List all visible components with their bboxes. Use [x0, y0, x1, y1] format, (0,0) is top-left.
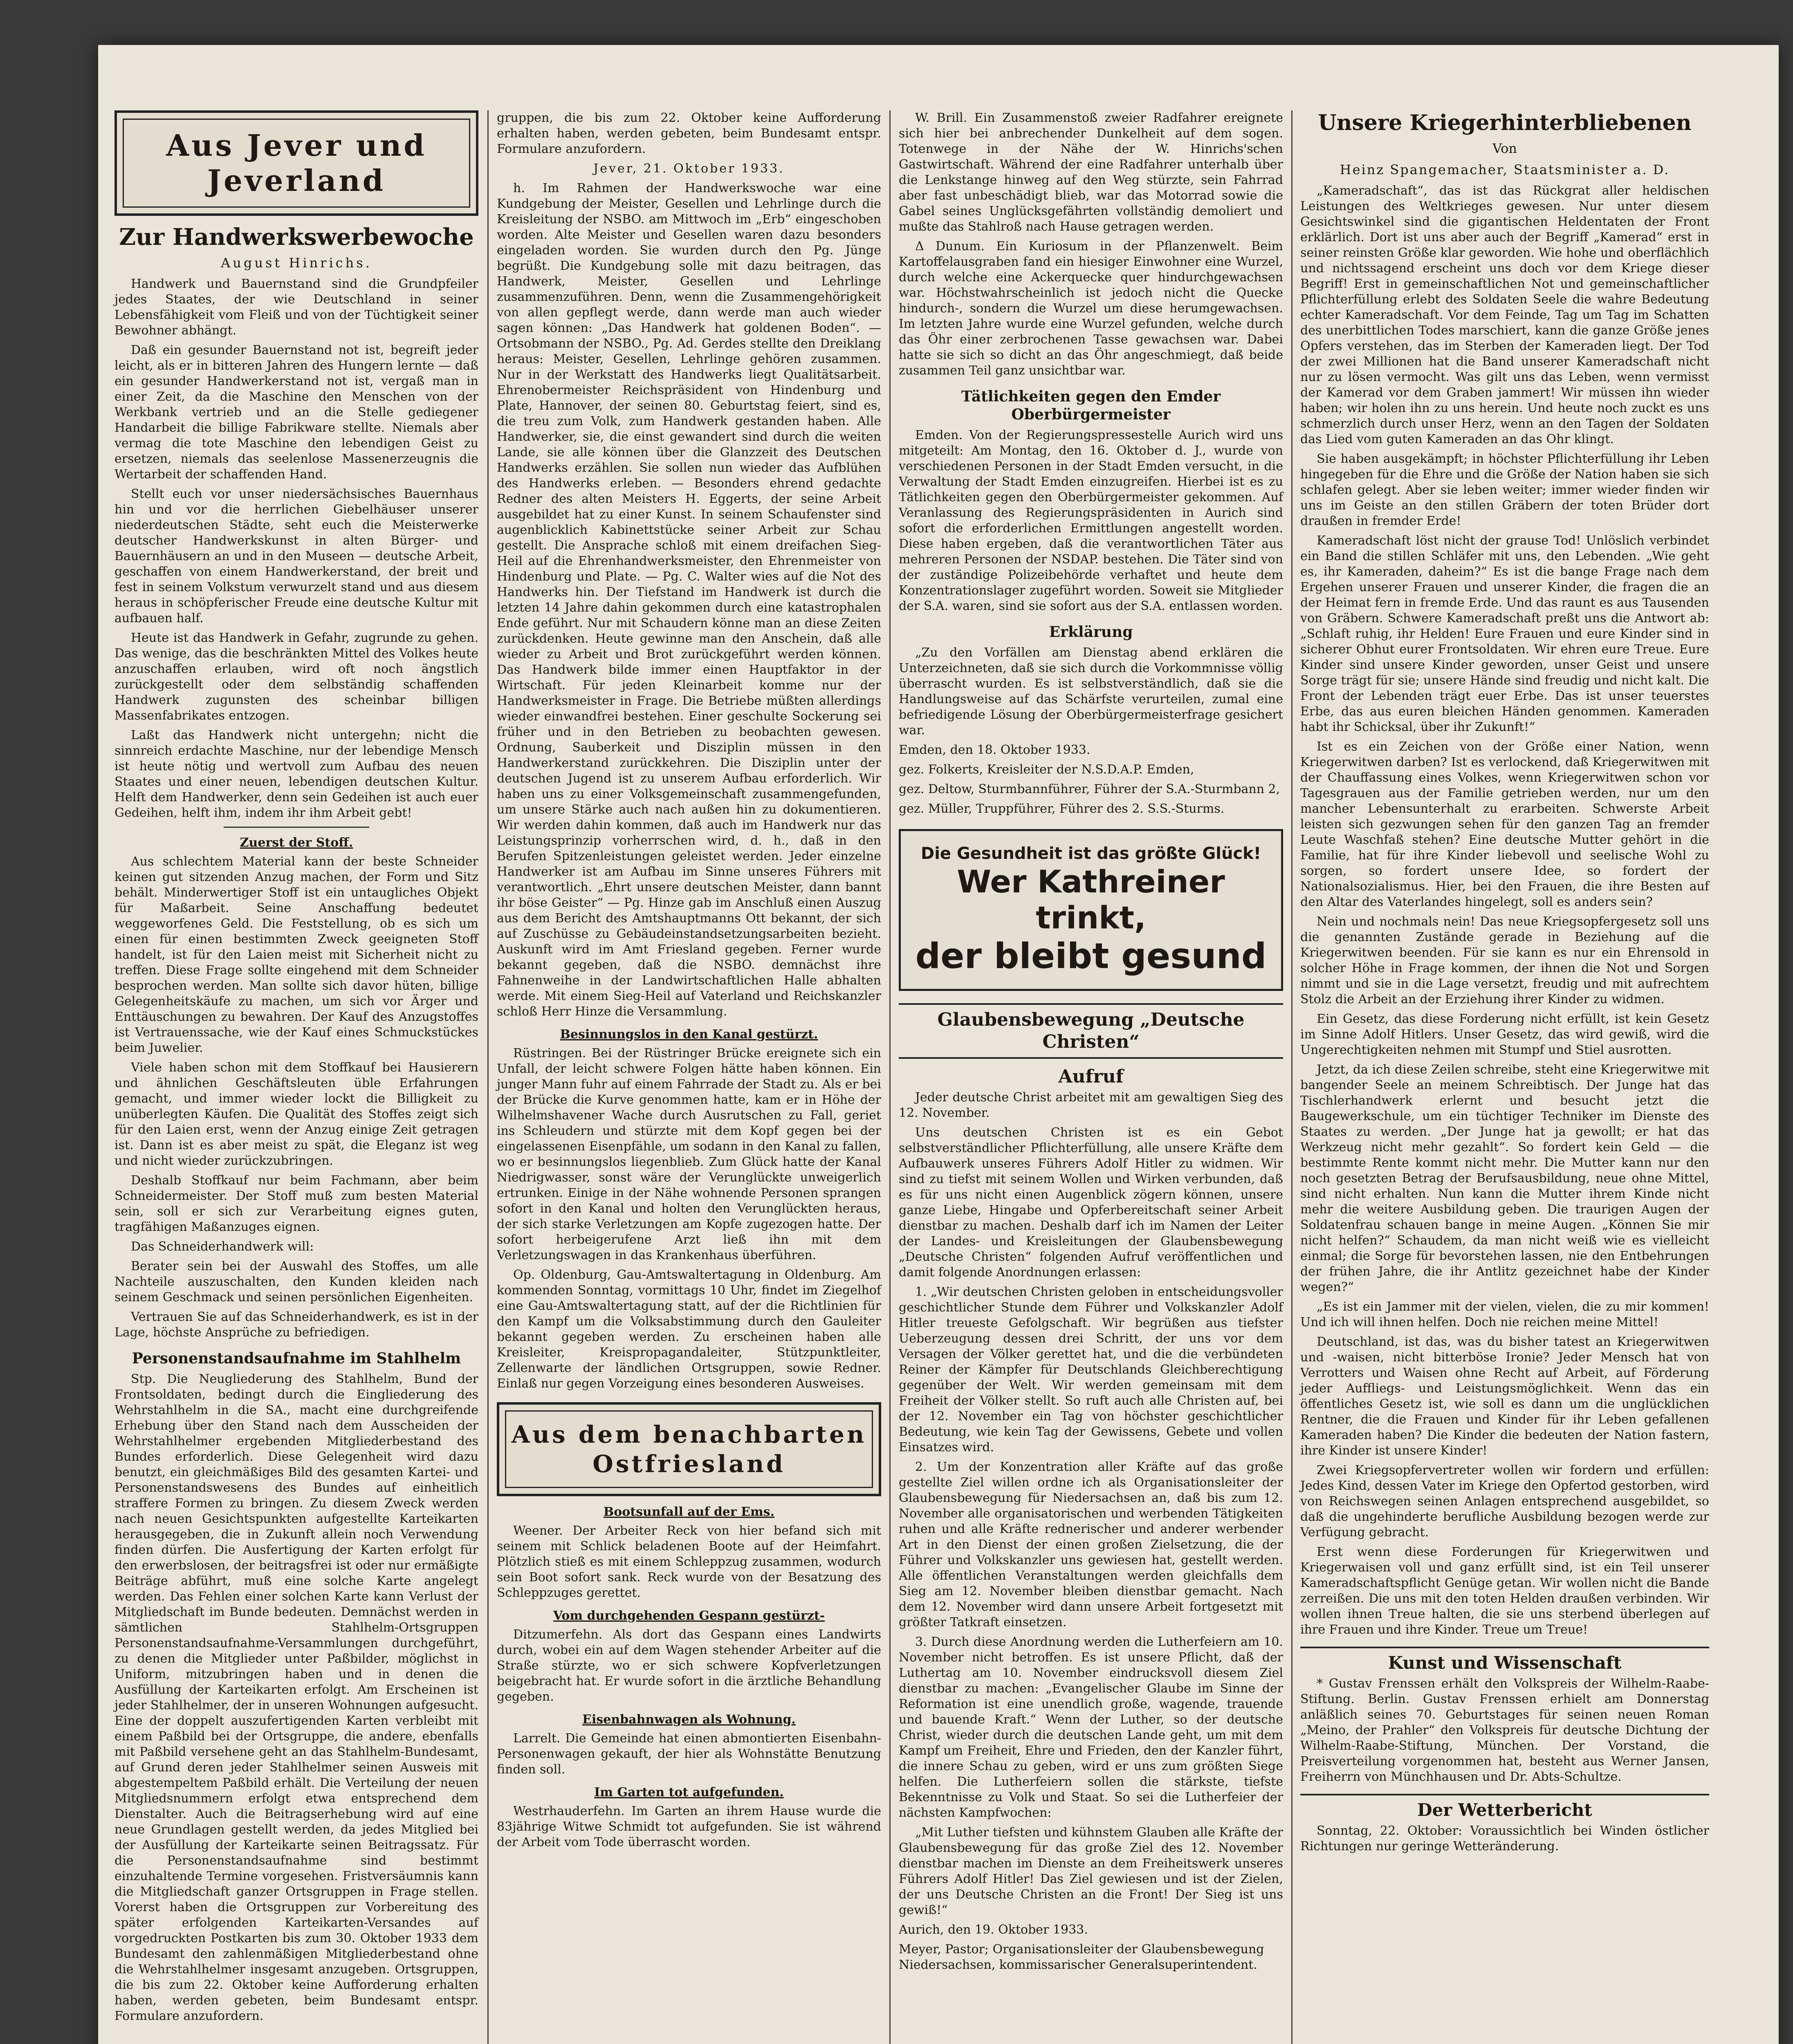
- paragraph: Rüstringen. Bei der Rüstringer Brücke ereignete sich ein Unfall, der leicht schwere Folgen hätte haben können. Ein junger Mann fuhr auf einem Fahrrade der Stadt zu. Als er bei der Brücke die Kurve genommen hatte, kam er in Höhe der Wilhelmshavener Wache durch Ausrutschen zu Fall, geriet ins Schleudern und stürzte mit dem Kopf gegen bei der eingelassenen Eisenpfähle, um sodann in den Kanal zu fallen, wo er besinnungslos liegenblieb. Zum Glück hatte der Kanal Niedrigwasser, sonst wäre der Verunglückte unweigerlich ertrunken. Einige in der Nähe wohnende Personen sprangen sofort in den Kanal und holten den Verunglückten heraus, der sich starke Verletzungen am Kopfe zugezogen hatte. Der sofort herbeigerufene Arzt ließ ihn mit dem Verletzungswagen in das Krankenhaus überführen.: [497, 1046, 881, 1262]
- article-headline: Personenstandsaufnahme im Stahlhelm: [132, 1350, 461, 1367]
- byline: Heinz Spangemacher, Staatsminister a. D.: [1340, 162, 1670, 177]
- paragraph: Deshalb Stoffkauf nur beim Fachmann, aber beim Schneidermeister. Der Stoff muß zum besten Material sein, soll er sich zur Verarbeitung eignes guten, tragfähigen Maßanzuges eignen.: [114, 1173, 478, 1234]
- paragraph: Erst wenn diese Forderungen für Kriegerwitwen und Kriegerwaisen voll und ganz erfüllt sind, ist ein Teil unserer Kameradschaftspflicht Genüge getan. Wir wollen nicht die Bande zerreißen. Die uns mit den toten Helden draußen verbinden. Wir wollen ihnen Treue halten, die sie uns sterbend überlegen auf ihre Frauen und ihre Kinder. Treue um Treue!: [1300, 1545, 1709, 1637]
- section-banner-title: Aus Jever und Jeverland: [123, 119, 470, 208]
- article-headline: Erklärung: [1049, 623, 1133, 641]
- column-rule: [487, 110, 489, 2044]
- article-headline: Zuerst der Stoff.: [240, 836, 353, 850]
- article-subheadline: Aufruf: [1058, 1066, 1124, 1087]
- paragraph: gruppen, die bis zum 22. Oktober keine Aufforderung erhalten haben, werden gebeten, beim Bundesamt entspr. Formulare anzufordern.: [497, 111, 881, 156]
- paragraph: Jeder deutsche Christ arbeitet mit am gewaltigen Sieg des 12. November.: [899, 1090, 1283, 1120]
- ad-line: der bleibt gesund: [915, 936, 1267, 977]
- paragraph: Deutschland, ist das, was du bisher tatest an Kriegerwitwen und -waisen, nicht bitterböse Ironie? Jeder Mensch hat von Verrotters und Waisen ohne Recht auf Arbeit, auf Förderung jeder Auffliegs- und Leistungsmöglichkeit. Wenn das ein öffentliches Gesetz ist, wie soll es dann um die unglücklichen Rentner, die die Frauen und Kinder für ihr Leben gefallenen Kameraden haben? Die Kinder die bedeuten der Nation fastern, ihre Kinder ist unsere Kinder!: [1300, 1335, 1709, 1458]
- article-headline: Kunst und Wissenschaft: [1300, 1647, 1709, 1672]
- paragraph: Ist es ein Zeichen von der Größe einer Nation, wenn Kriegerwitwen darben? Ist es verlockend, daß Kriegerwitwen mit der Chauffassung eines Volkes, wenn Kriegerwitwen schon vor Tagesgrauen aus der Familie getrieben werden, nur um den mancher Lebensunterhalt zu erarbeiten. Schwerste Arbeit leisten sich gezwungen sehen für den ganzen Tag an fremder Leute Waschfaß stehen? Eine deutsche Mutter gehört in die Familie, hat für ihre Kinder liebevoll und seelische Wohl zu sorgen, so fordert unsere Idee, so fordert der Nationalsozialismus. Hier, bei den Frauen, die ihre Besten auf den Altar des Vaterlandes hingelegt, soll es anders sein?: [1300, 740, 1709, 909]
- paragraph: Daß ein gesunder Bauernstand not ist, begreift jeder leicht, als er in bitteren Jahren des Hungern lernte — daß ein gesunder Handwerkerstand not ist, vergaß man in einer Zeit, da die Maschine den Menschen von der Werkbank vertrieb und an die Stelle gediegener Handarbeit die billige Fabrikware stellte. Niemals aber vermag die tote Maschine den lebendigen Geist zu ersetzen, niemals das seelenlose Massenerzeugnis die Wertarbeit der schaffenden Hand.: [114, 343, 478, 482]
- paragraph: Stp. Die Neugliederung des Stahlhelm, Bund der Frontsoldaten, bedingt durch die Eingliederung des Wehrstahlhelm in die SA., macht eine durchgreifende Erhebung über den Stand nach dem Ausscheiden der Wehrstahlhelmer ergebenden Mitgliederbestand des Bundes erforderlich. Diese Gelegenheit wird dazu benutzt, ein gleichmäßiges Bild des gesamten Kartei- und Personenstandswesens des Bundes auf einheitlich straffere Formen zu bringen. Zu diesem Zweck werden nach neuen Gesichtspunkten aufgestellte Karteikarten herausgegeben, die in Zukunft allein noch Verwendung finden dürfen. Die Ausfertigung der Karten erfolgt für den erwerbslosen, der beitragsfrei ist oder nur ermäßigte Beiträge abführt, muß eine solche Karte angelegt werden. Das Fehlen einer solchen Karte kann Verlust der Mitgliedschaft im Bunde bedeuten. Demnächst werden in sämtlichen Stahlhelm-Ortsgruppen Personenstandsaufnahme-Versammlungen durchgeführt, zu denen die Mitglieder unter Paßbilder, möglichst in Uniform, mitzubringen haben und in denen die Ausfüllung der Karteikarten erfolgt. Am Erscheinen ist jeder Stahlhelmer, der in unseren Wohnungen aufgesucht. Eine der doppelt auszufertigenden Karten verbleibt mit einem Paßbild bei der Ortsgruppe, die andere, ebenfalls mit Paßbild versehene geht an das Stahlhelm-Bundesamt, auf Grund deren jeder Stahlhelmer seinen Ausweis mit abgestempeltem Paßbild erhält. Die Verteilung der neuen Mitgliedsnummern erfolgt etwa entsprechend dem Dienstalter. Auch die Beitragserhebung wird auf eine neue Grundlagen gestellt werden, da jedes Mitglied bei der Ausfüllung der Karteikarte seinen Beitragssatz. Für die Personenstandsaufnahme sind bestimmt einzuhaltende Termine vorgesehen. Fristversäumnis kann die Mitgliedschaft ganzer Ortsgruppen in Frage stellen. Vorerst haben die Ortsgruppen zur Vorbereitung des später erfolgenden Karteikarten-Versandes auf vorgedruckten Postkarten bis zum 30. Oktober 1933 dem Bundesamt den zahlenmäßigen Mitgliederbestand ohne die Wehrstahlhelmer insgesamt anzugeben. Ortsgruppen, die bis zum 22. Oktober keine Aufforderung erhalten haben, werden gebeten, beim Bundesamt entspr. Formulare anzufordern.: [114, 1372, 478, 2023]
- section-banner-title: Aus dem benachbarten Ostfriesland: [505, 1410, 873, 1488]
- paragraph: * Gustav Frenssen erhält den Volkspreis der Wilhelm-Raabe-Stiftung. Berlin. Gustav Frenssen erhielt am Donnerstag anläßlich seines 70. Geburtstages für seinen neuen Roman „Meino, der Prahler“ den Volkspreis für deutsche Dichtung der Wilhelm-Raabe-Stiftung, München. Der Vorstand, die Preisverteilung vorgenommen hat, besteht aus Werner Jansen, Freiherrn von Münchhausen und Dr. Abts-Schultze.: [1300, 1676, 1709, 1784]
- article-headline: Vom durchgehenden Gespann gestürzt-: [553, 1609, 825, 1623]
- column-4: [1300, 110, 1709, 1858]
- paragraph: 2. Um der Konzentration aller Kräfte auf das große gestellte Ziel willen ordne ich als Organisationsleiter der Glaubensbewegung für Niedersachsen an, daß bis zum 12. November alle organisatorischen und werbenden Tätigkeiten ruhen und alle Kräfte rednerischer und anderer werbender Art in den Dienst der einen großen Zielsetzung, die der Führer und Volkskanzler uns gewiesen hat, gestellt werden. Alle öffentlichen Veranstaltungen werden gleichfalls dem Sieg am 12. November bleiben dienstbar gemacht. Nach dem 12. November wird dann unsere Arbeit fortgesetzt mit größter Tatkraft einsetzen.: [899, 1460, 1283, 1629]
- paragraph: „Kameradschaft“, das ist das Rückgrat aller heldischen Leistungen des Weltkrieges gewesen. Nur unter diesem Gesichtswinkel sind die gigantischen Heldentaten der Front erklärlich. Dort ist uns aber auch der Begriff „Kamerad“ erst in seiner reinsten Größe klar geworden. Wie hohe und oberflächlich und nichtssagend erscheint uns doch vor dem Kriege dieser Begriff! Erst in gemeinschaftlichen Not und gemeinschaftlicher Pflichterfüllung erlebt des Soldaten Seele die wahre Bedeutung echter Kameradschaft. Vor dem Feinde, Tag um Tag im Schatten des unerbittlichen Todes marschiert, kann die ganze Größe jenes Opfers verstehen, das im Sterben der Kameraden liegt. Der Tod der zwei Millionen hat die Band unserer Kameradschaft nicht nur zu lösen vermocht. Was gilt uns das Leben, wenn vermisst der Kamerad vor dem Graben jammert! Wir müssen ihn wieder haben; wir holen ihn zu uns herein. Und heute noch zuckt es uns schmerzlich durch unser Herz, wenn an den Tagen der Soldaten das Lied vom guten Kameraden an das Ohr klingt.: [1300, 184, 1709, 446]
- column-rule: [889, 110, 891, 2044]
- ad-line: Die Gesundheit ist das größte Glück!: [921, 844, 1261, 863]
- paragraph: Vertrauen Sie auf das Schneiderhandwerk, es ist in der Lage, höchste Ansprüche zu befriedigen.: [114, 1310, 478, 1340]
- article-headline: Bootsunfall auf der Ems.: [603, 1505, 775, 1519]
- section-banner: [114, 110, 478, 216]
- paragraph: Nein und nochmals nein! Das neue Kriegsopfergesetz soll uns die genannten Zustände gerade in Beziehung auf die Kriegerwitwen beenden. Für sie kann es nur ein Ehrensold in solcher Höhe in Frage kommen, der ihnen die Not und Sorgen nimmt und sie in die Lage versetzt, freudig und mit aufrechtem Stolz die Arbeit an der Erziehung ihrer Kinder zu widmen.: [1300, 914, 1709, 1006]
- paragraph: „Es ist ein Jammer mit der vielen, vielen, die zu mir kommen! Und ich will ihnen helfen. Doch nie reichen meine Mittel!: [1300, 1300, 1709, 1329]
- article-headline: Unsere Kriegerhinterbliebenen: [1318, 110, 1692, 135]
- signature-line: gez. Folkerts, Kreisleiter der N.S.D.A.P. Emden,: [899, 762, 1194, 777]
- paragraph: Δ Dunum. Ein Kuriosum in der Pflanzenwelt. Beim Kartoffelausgraben fand ein hiesiger Einwohner eine Wurzel, durch welche eine Ackerquecke quer hindurchgewachsen war. Höchstwahrscheinlich ist jedoch nicht die Quecke hindurch-, sondern die Wurzel um diese herumgewachsen. Im letzten Jahre wurde eine Wurzel gefunden, welche durch das Öhr einer zerbrochenen Tasse gewachsen war. Dabei hatte sie sich so dicht an das Öhr angeschmiegt, daß beide zusammen Teil ganz unsichtbar war.: [899, 239, 1283, 378]
- article-headline: Im Garten tot aufgefunden.: [594, 1785, 784, 1800]
- paragraph: Handwerk und Bauernstand sind die Grundpfeiler jedes Staates, der wie Deutschland in seiner Lebensfähigkeit vom Fleiß und von der Tüchtigkeit seiner Bewohner abhängt.: [114, 277, 478, 338]
- paragraph: Kameradschaft löst nicht der grause Tod! Unlöslich verbindet ein Band die stillen Schläfer mit uns, den Lebenden. „Wie geht es, ihr Kameraden, daheim?“ Es ist die bange Frage nach dem Ergehen unserer Frauen und unserer Kinder, die fragen die an der Heimat fern in fremde Erde. Und das raunt es aus Tausenden von Gräbern. Schwere Kameradschaft preßt uns die Antwort ab: „Schlaft ruhig, ihr Helden! Eure Frauen und eure Kinder sind in sicherer Obhut eurer Frontsoldaten. Wir ehren eure Treue. Eure Kinder sind unsere Kinder geworden, unser Geist und unsere Sorge trägt für sie; unsere Hände sind freudig und nicht kalt. Die Front der Lebenden trägt euer Erbe. Das ist unser teuerstes Erbe, das aus euren bleichen Händen genommen. Kameraden habt ihr Schicksal, über ihr Zukunft!“: [1300, 533, 1709, 734]
- paragraph: Weener. Der Arbeiter Reck von hier befand sich mit seinem mit Schlick beladenen Boote auf der Heimfahrt. Plötzlich stieß es mit einem Schleppzug zusammen, wodurch sein Boot sofort sank. Reck wurde von der Besatzung des Schleppzuges gerettet.: [497, 1524, 881, 1600]
- article-headline: Glaubensbewegung „Deutsche Christen“: [899, 1003, 1283, 1059]
- signature-line: gez. Deltow, Sturmbannführer, Führer der S.A.-Sturmbann 2,: [899, 782, 1280, 796]
- paragraph: Laßt das Handwerk nicht untergehn; nicht die sinnreich erdachte Maschine, nur der lebendige Mensch ist heute nötig und wertvoll zum Aufbau des neuen Staates und einer neuen, lebendigen deutschen Kultur. Helft dem Handwerker, denn sein Gedeihen ist auch euer Gedeihen, helft ihm, indem ihr ihm Arbeit gebt!: [114, 728, 478, 820]
- column-rule: [1291, 110, 1293, 2044]
- newspaper-page: [98, 45, 1779, 2044]
- column-1: [114, 110, 478, 2028]
- paragraph: Das Schneiderhandwerk will:: [131, 1239, 314, 1254]
- paragraph: Berater sein bei der Auswahl des Stoffes, um alle Nachteile auszuschalten, den Kunden kleiden nach seinem Geschmack und seinen persönlichen Eigenheiten.: [114, 1259, 478, 1304]
- article-headline: Tätlichkeiten gegen den Emder Oberbürgermeister: [961, 388, 1221, 423]
- paragraph: Stellt euch vor unser niedersächsisches Bauernhaus hin und vor die herrlichen Giebelhäuser unserer niederdeutschen Städte, seht euch die Meisterwerke deutscher Handwerkskunst in alten Bürger- und Bauernhäusern an und in den Museen — deutsche Arbeit, geschaffen von einem Handwerkerstand, der breit und fest in seinem Volkstum verwurzelt stand und aus diesem heraus in schöpferischer Freude eine deutsche Kultur mit aufbauen half.: [114, 487, 478, 625]
- paragraph: Op. Oldenburg, Gau-Amtswaltertagung in Oldenburg. Am kommenden Sonntag, vormittags 10 Uhr, findet im Ziegelhof eine Gau-Amtswaltertagung statt, auf der die Richtlinien für den Kampf um die Volksabstimmung durch den Gauleiter bekannt gegeben werden. Zu erscheinen haben alle Kreisleiter, Kreispropagandaleiter, Stützpunktleiter, Zellenwarte der ländlichen Ortsgruppen, sowie Redner. Einlaß nur gegen Vorzeigung eines besonderen Ausweises.: [497, 1268, 881, 1391]
- article-headline: Eisenbahnwagen als Wohnung.: [582, 1712, 796, 1727]
- paragraph: Viele haben schon mit dem Stoffkauf bei Hausierern und ähnlichen Geschäftsleuten üble Erfahrungen gemacht, und immer wieder lockt die Billigkeit zu unüberlegten Käufen. Die Qualität des Stoffes zeigt sich für den Laien erst, wenn der Anzug einige Zeit getragen ist. Dann ist es aber meist zu spät, die Eleganz ist weg und nicht wieder zurückzubringen.: [114, 1060, 478, 1168]
- byline: Von: [1492, 141, 1517, 156]
- paragraph: Sie haben ausgekämpft; in höchster Pflichterfüllung ihr Leben hingegeben für die Ehre und die Größe der Nation haben sie sich schlafen gelegt. Aber sie leben weiter; immer wieder finden wir uns im Geiste an den stillen Gräbern der toten Brüder dort draußen in fremder Erde!: [1300, 452, 1709, 528]
- article-headline: Besinnungslos in den Kanal gestürzt.: [560, 1027, 818, 1042]
- separator: [224, 827, 369, 828]
- paragraph: Jetzt, da ich diese Zeilen schreibe, steht eine Kriegerwitwe mit bangender Seele an meinem Schreibtisch. Der Junge hat das Tischlerhandwerk erlernt und besucht jetzt die Baugewerkschule, um ein tüchtiger Techniker im Dienste des Staates zu werden. „Der Junge hat ja gewollt; er hat das Werkzeug nicht mehr gezahlt“. So fordert kein Geld — die bestimmte Rente kommt nicht mehr. Die Mutter kann nur den noch gesetzten Betrag der Berufsausbildung, neue ohne Mittel, sind nicht erhalten. Nun kann die Mutter ihrem Kinde nicht mehr die weitere Ausbildung geben. Die traurigen Augen der Soldatenfrau schauen bange in meine Augen. „Können Sie mir nicht helfen?“ Schaudem, da man nicht weiß wie es vielleicht einmal; die Sorge für bevorstehen lassen, nie den Entbehrungen der frühen Jahre, die ihr Antlitz gezeichnet habe der Kinder wegen?“: [1300, 1062, 1709, 1294]
- article-author: August Hinrichs.: [221, 255, 372, 271]
- paragraph: 3. Durch diese Anordnung werden die Lutherfeiern am 10. November nicht betroffen. Es ist unsere Pflicht, daß der Luthertag am 10. November eindrucksvoll diesem Ziel dienstbar zu machen: „Evangelischer Glaube im Sinne der Reformation ist eine unendlich große, wagende, trauende und bauende Kraft.“ Wenn der Luther, so der deutsche Christ, wieder durch die deutschen Lande geht, um mit dem Kampf um Freiheit, Ehre und Frieden, den der Kanzler führt, die innere Schau zu geben, wird er uns zum größten Siege helfen. Die Lutherfeiern sollen die stärkste, tiefste Bekenntnisse zu Volk und Staat. So sei die Lutherfeier der nächsten Kampfwochen:: [899, 1635, 1283, 1820]
- paragraph: „Zu den Vorfällen am Dienstag abend erklären die Unterzeichneten, daß sie sich durch die Vorkommnisse völlig überrascht wurden. Es ist selbstverständlich, daß sie die Handlungsweise auf das Schärfste verurteilen, zumal eine befriedigende Lösung der Oberbürgermeisterfrage gesichert war.: [899, 645, 1283, 737]
- signature-line: Aurich, den 19. Oktober 1933.: [899, 1923, 1088, 1937]
- section-banner: [497, 1402, 881, 1496]
- paragraph: Westrhauderfehn. Im Garten an ihrem Hause wurde die 83jährige Witwe Schmidt tot aufgefunden. Sie ist während der Arbeit vom Tode überrascht worden.: [497, 1804, 881, 1849]
- paragraph: Larrelt. Die Gemeinde hat einen abmontierten Eisenbahn-Personenwagen gekauft, der hier als Wohnstätte Benutzung finden soll.: [497, 1731, 881, 1777]
- paragraph: 1. „Wir deutschen Christen geloben in entscheidungsvoller geschichtlicher Stunde dem Führer und Volkskanzler Adolf Hitler treueste Gefolgschaft. Wir begrüßen aus tiefster Ueberzeugung dessen drei Schritt, der uns vor dem Versagen der Völker gerettet hat, und die die verbündeten Reiner der Kämpfer für Deutschlands Gleichberechtigung gegenüber der Welt. Wir werden gemeinsam mit dem Freiheit der Völker stellt. So ruft auch alle Christen auf, bei der 12. November ein Tag von höchster geschichtlicher Bedeutung, wie kein Tag der Gewissens, Gebete und vollen Einsatzes wird.: [899, 1285, 1283, 1455]
- paragraph: h. Im Rahmen der Handwerkswoche war eine Kundgebung der Meister, Gesellen und Lehrlinge durch die Kreisleitung der NSBO. am Mittwoch im „Erb“ eingeschoben worden. Alte Meister und Gesellen waren dazu besonders eingeladen worden. Sie wurden durch den Pg. Jünge begrüßt. Die Kundgebung solle mit dazu beitragen, das Handwerk, Meister, Gesellen und Lehrlinge zusammenzuführen. Denn, wenn die Zusammengehörigkeit von allen gepflegt werde, dann werde man auch wieder sagen können: „Das Handwerk hat goldenen Boden“. — Ortsobmann der NSBO., Pg. Ad. Gerdes stellte den Dreiklang heraus: Meister, Gesellen, Lehrlinge gehören zusammen. Nur in der Werkstatt des Handwerks liegt Qualitätsarbeit. Ehrenobermeister Reichspräsident von Hindenburg und Plate, Hannover, der seinen 80. Geburtstag feiert, sind es, die treu zum Volk, zum Handwerk gestanden haben. Alle Handwerker, sie, die einst gewandert sind durch die weiten Lande, sie alle können über die Glanzzeit des Deutschen Handwerks erzählen. Sie sollen nun wieder das Aufblühen des Handwerks erleben. — Besonders ehrend gedachte Redner des alten Meisters H. Eggerts, der seine Arbeit ausgebildet hat zu einer Kunst. In seinem Schaufenster sind augenblicklich Kabinettstücke seiner Arbeit zur Schau gestellt. Die Ansprache schloß mit einem dreifachen Sieg-Heil auf die Ehrenhandwerksmeister, den Ehrenmeister von Hindenburg und Plate. — Pg. C. Walter wies auf die Not des Handwerks hin. Der Tiefstand im Handwerk ist durch die letzten 14 Jahre dahin gekommen durch eine katastrophalen Ende geführt. Nur mit Schaudern könne man an diese Zeiten zurückdenken. Heute gewinne man den Anschein, daß alle wieder zu Arbeit und Brot zurückgeführt werden können. Das Handwerk bilde immer einen Hauptfaktor in der Wirtschaft. Für jeden Kleinarbeit komme nur der Handwerksmeister in Frage. Die Betriebe müßten allerdings wieder einwandfrei bestehen. Einer geschulte Sockerung sei früher und in den Betrieben zu beobachten gewesen. Ordnung, Sauberkeit und Disziplin müssen in den Handwerkerstand zurückkehren. Die Disziplin unter der deutschen Jugend ist zu unserem Aufbau erforderlich. Wir haben uns zu einer Volksgemeinschaft zusammengefunden, um unsere Stärke auch nach außen hin zu dokumentieren. Wir werden dahin kommen, daß auch im Handwerk nur das Leistungsprinzip vorherrschen wird, d. h., daß in den Berufen Spitzenleistungen geleistet werden. Jeder einzelne Handwerker ist am Aufbau im Sinne unseres Führers mit verantwortlich. „Ehrt unsere deutschen Meister, dann bannt ihr böse Geister“ — Pg. Hinze gab im Anschluß einen Auszug aus dem Bericht des Amtshauptmanns Ott bekannt, der sich auf Zuschüsse zu Gebäudeinstandsetzungsarbeiten bezieht. Auskunft wird im Amt Friesland gegeben. Ferner wurde bekannt gegeben, daß die NSBO. demnächst ihre Fahnenweihe in der Landwirtschaftlichen Halle abhalten werde. Mit einem Sieg-Heil auf Vaterland und Reichskanzler schloß Herr Hinze die Versammlung.: [497, 181, 881, 1019]
- paragraph: Ditzumerfehn. Als dort das Gespann eines Landwirts durch, wobei ein auf dem Wagen stehender Arbeiter auf die Straße stürzte, wo er sich schwere Kopfverletzungen beigebracht hat. Er wurde sofort in die ärztliche Behandlung gegeben.: [497, 1627, 881, 1704]
- paragraph: Uns deutschen Christen ist es ein Gebot selbstverständlicher Pflichterfüllung, alle unsere Kräfte dem Aufbauwerk unseres Führers Adolf Hitler zu widmen. Wir sind zu tiefst mit seinem Wollen und Wirken verbunden, daß es für uns nicht einen Augenblick zögern können, unsere ganze Liebe, Hingabe und Opferbereitschaft seiner Arbeit dienstbar zu machen. Deshalb darf ich im Namen der Leiter der Landes- und Kreisleitungen der Glaubensbewegung „Deutsche Christen“ folgenden Aufruf veröffentlichen und damit folgende Anordnungen erlassen:: [899, 1125, 1283, 1280]
- paragraph: Ein Gesetz, das diese Forderung nicht erfüllt, ist kein Gesetz im Sinne Adolf Hitlers. Unser Gesetz, das wird gewiß, wird die Ungerechtigkeiten nehmen mit Stumpf und Stiel ausrotten.: [1300, 1012, 1709, 1057]
- paragraph: Sonntag, 22. Oktober: Voraussichtlich bei Winden östlicher Richtungen nur geringe Wetteränderung.: [1300, 1824, 1709, 1853]
- advertisement: [899, 829, 1283, 991]
- article-headline: Der Wetterbericht: [1300, 1794, 1709, 1819]
- paragraph: Aus schlechtem Material kann der beste Schneider keinen gut sitzenden Anzug machen, der Form und Sitz behält. Minderwertiger Stoff ist ein untaugliches Objekt für Maßarbeit. Seine Anschaffung bedeutet weggeworfenes Geld. Die Feststellung, ob es sich um einen für einen bestimmten Zweck geeigneten Stoff handelt, ist für den Laien meist mit Sicherheit nicht zu treffen. Diese Frage sollte eingehend mit dem Schneider besprochen werden. Man sollte sich davor hüten, billige Gelegenheitskäufe zu machen, um sich vor Ärger und Enttäuschungen zu bewahren. Der Kauf des Anzugstoffes ist Vertrauenssache, wie der Kauf eines Schmuckstückes beim Juwelier.: [114, 854, 478, 1055]
- article-headline: Zur Handwerkswerbewoche: [119, 224, 474, 251]
- signature-line: Meyer, Pastor; Organisationsleiter der Glaubensbewegung Niedersachsen, kommissarischer Generalsuperintendent.: [899, 1942, 1264, 1972]
- signature-line: gez. Müller, Truppführer, Führer des 2. S.S.-Sturms.: [899, 802, 1225, 816]
- ad-line: Wer Kathreiner trinkt,: [957, 863, 1225, 936]
- paragraph: „Mit Luther tiefsten und kühnstem Glauben alle Kräfte der Glaubensbewegung für das große Ziel des 12. November dienstbar machen im Dienste an dem Freiheitswerk unseres Führers Adolf Hitler! Das Ziel gewiesen und ist der Zielen, der uns Deutsche Christen an die Front! Der Sieg ist uns gewiß!“: [899, 1825, 1283, 1917]
- dateline: Jever, 21. Oktober 1933.: [593, 161, 785, 176]
- column-3: [899, 110, 1283, 1977]
- signature-line: Emden, den 18. Oktober 1933.: [899, 743, 1091, 757]
- column-2: [497, 110, 881, 1854]
- paragraph: W. Brill. Ein Zusammenstoß zweier Radfahrer ereignete sich hier bei anbrechender Dunkelheit auf dem sogen. Totenwege in der Nähe der W. Hinrichs'schen Gastwirtschaft. Während der eine Radfahrer unterhalb über die Lenkstange hinweg auf den Weg stürzte, sein Fahrrad aber fast unbeschädigt blieb, war das Motorrad sowie die Gabel seines Unglücksgefährten vollständig demoliert und mußte das Stahlroß nach Hause getragen werden.: [899, 111, 1283, 234]
- paragraph: Zwei Kriegsopfervertreter wollen wir fordern und erfüllen: Jedes Kind, dessen Vater im Kriege den Opfertod gestorben, wird von Reichswegen seinen Anlagen entsprechend ausgebildet, so daß die ungehinderte berufliche Ausbildung bezogen werde zur Verfügung gebracht.: [1300, 1463, 1709, 1540]
- paragraph: Heute ist das Handwerk in Gefahr, zugrunde zu gehen. Das wenige, das die beschränkten Mittel des Volkes heute anzuschaffen erlauben, wird oft noch ängstlich zurückgestellt oder dem selbständig schaffenden Handwerk zugunsten des scheinbar billigen Massenfabrikates entzogen.: [114, 631, 478, 723]
- paragraph: Emden. Von der Regierungspressestelle Aurich wird uns mitgeteilt: Am Montag, den 16. Oktober d. J., wurde von verschiedenen Personen in der Stadt Emden versucht, in die Verwaltung der Stadt Emden einzugreifen. Hierbei ist es zu Tätlichkeiten gegen den Oberbürgermeister gekommen. Auf Veranlassung des Regierungspräsidenten in Aurich sind sofort die erforderlichen Ermittlungen angestellt worden. Diese haben ergeben, daß die verantwortlichen Täter aus mehreren Personen der NSDAP. bestehen. Die Täter sind von der zuständige Polizeibehörde verhaftet und heute dem Konzentrationslager zugeführt worden. Soweit sie Mitglieder der S.A. waren, sind sie sofort aus der S.A. entlassen worden.: [899, 428, 1283, 613]
